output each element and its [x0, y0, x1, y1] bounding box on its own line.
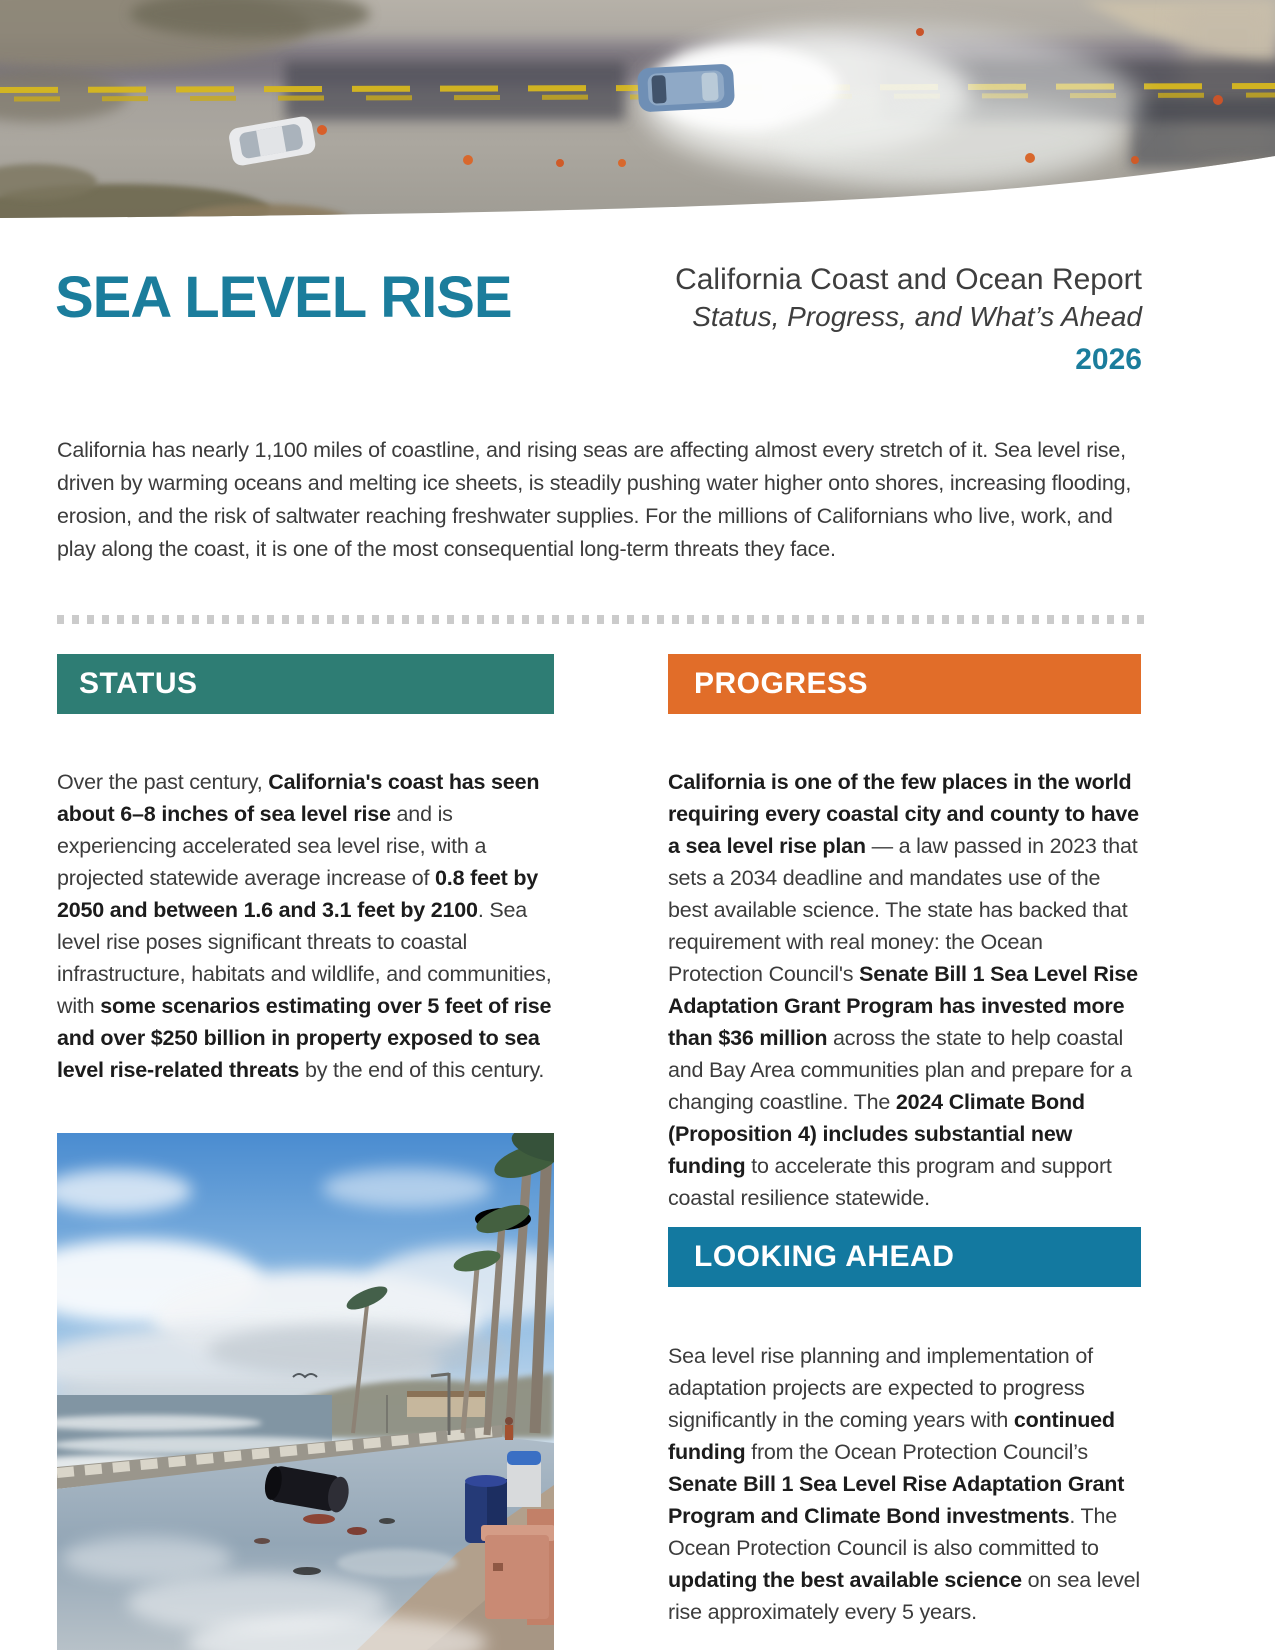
intro-paragraph: California has nearly 1,100 miles of coastline, and rising seas are affecting almost every stretch of it. Sea level rise, driven by warming oceans and melting ice sheets, is steadily pushing water higher onto shores, increasing flooding, erosion, and the risk of saltwater reaching freshwater supplies. For the millions of Californians who live, work, and play along the coast, it is one of the most consequential long-term threats they face. [57, 437, 1132, 561]
looking-ahead-heading-label: LOOKING AHEAD [694, 1240, 955, 1273]
status-heading-label: STATUS [79, 667, 198, 700]
trash-can [507, 1451, 541, 1507]
page-title: SEA LEVEL RISE [55, 265, 512, 330]
looking-ahead-paragraph: Sea level rise planning and implementation of adaptation projects are expected to progress significantly in the coming years with continued funding from the Ocean Protection Council’s Senate Bill 1 Sea Level Rise Adaptation Grant Program and Climate Bond investments. The Ocean Protection Council is also committed to updating the best available science on sea level rise approximately every 5 years. [668, 1343, 1140, 1624]
progress-section-header [668, 654, 1141, 714]
section-divider [57, 615, 1145, 624]
progress-paragraph: California is one of the few places in the world requiring every coastal city and county to have a sea level rise plan — a law passed in 2023 that sets a 2034 deadline and mandates use of the best available science. The state has backed that requirement with real money: the Ocean Protection Council's Senate Bill 1 Sea Level Rise Adaptation Grant Program has invested more than $36 million across the state to help coastal and Bay Area communities plan and prepare for a changing coastline. The 2024 Climate Bond (Proposition 4) includes substantial new funding to accelerate this program and support coastal resilience statewide. [668, 769, 1139, 1210]
report-subtitle: Status, Progress, and What’s Ahead [692, 301, 1142, 332]
report-title-block [675, 260, 1142, 379]
progress-heading-label: PROGRESS [694, 667, 869, 700]
flooded-promenade-illustration [57, 1133, 554, 1650]
flooded-road-aerial-illustration [0, 0, 1275, 232]
looking-ahead-section-header [668, 1227, 1141, 1287]
report-title: California Coast and Ocean Report [675, 263, 1142, 296]
report-year: 2026 [1075, 343, 1142, 377]
status-paragraph: Over the past century, California's coast has seen about 6–8 inches of sea level rise and is experiencing accelerated sea level rise, with a projected statewide average increase of 0.8 feet by 2050 and between 1.6 and 3.1 feet by 2100. Sea level rise poses significant threats to coastal infrastructure, habitats and wildlife, and communities, with some scenarios estimating over 5 feet of rise and over $250 billion in property exposed to sea level rise-related threats by the end of this century. [57, 769, 552, 1082]
concrete-bench [481, 1509, 554, 1625]
header-photo [0, 0, 1275, 232]
status-photo [57, 1133, 554, 1650]
car-driving-through-flood [637, 63, 735, 112]
status-section-header [57, 654, 554, 714]
